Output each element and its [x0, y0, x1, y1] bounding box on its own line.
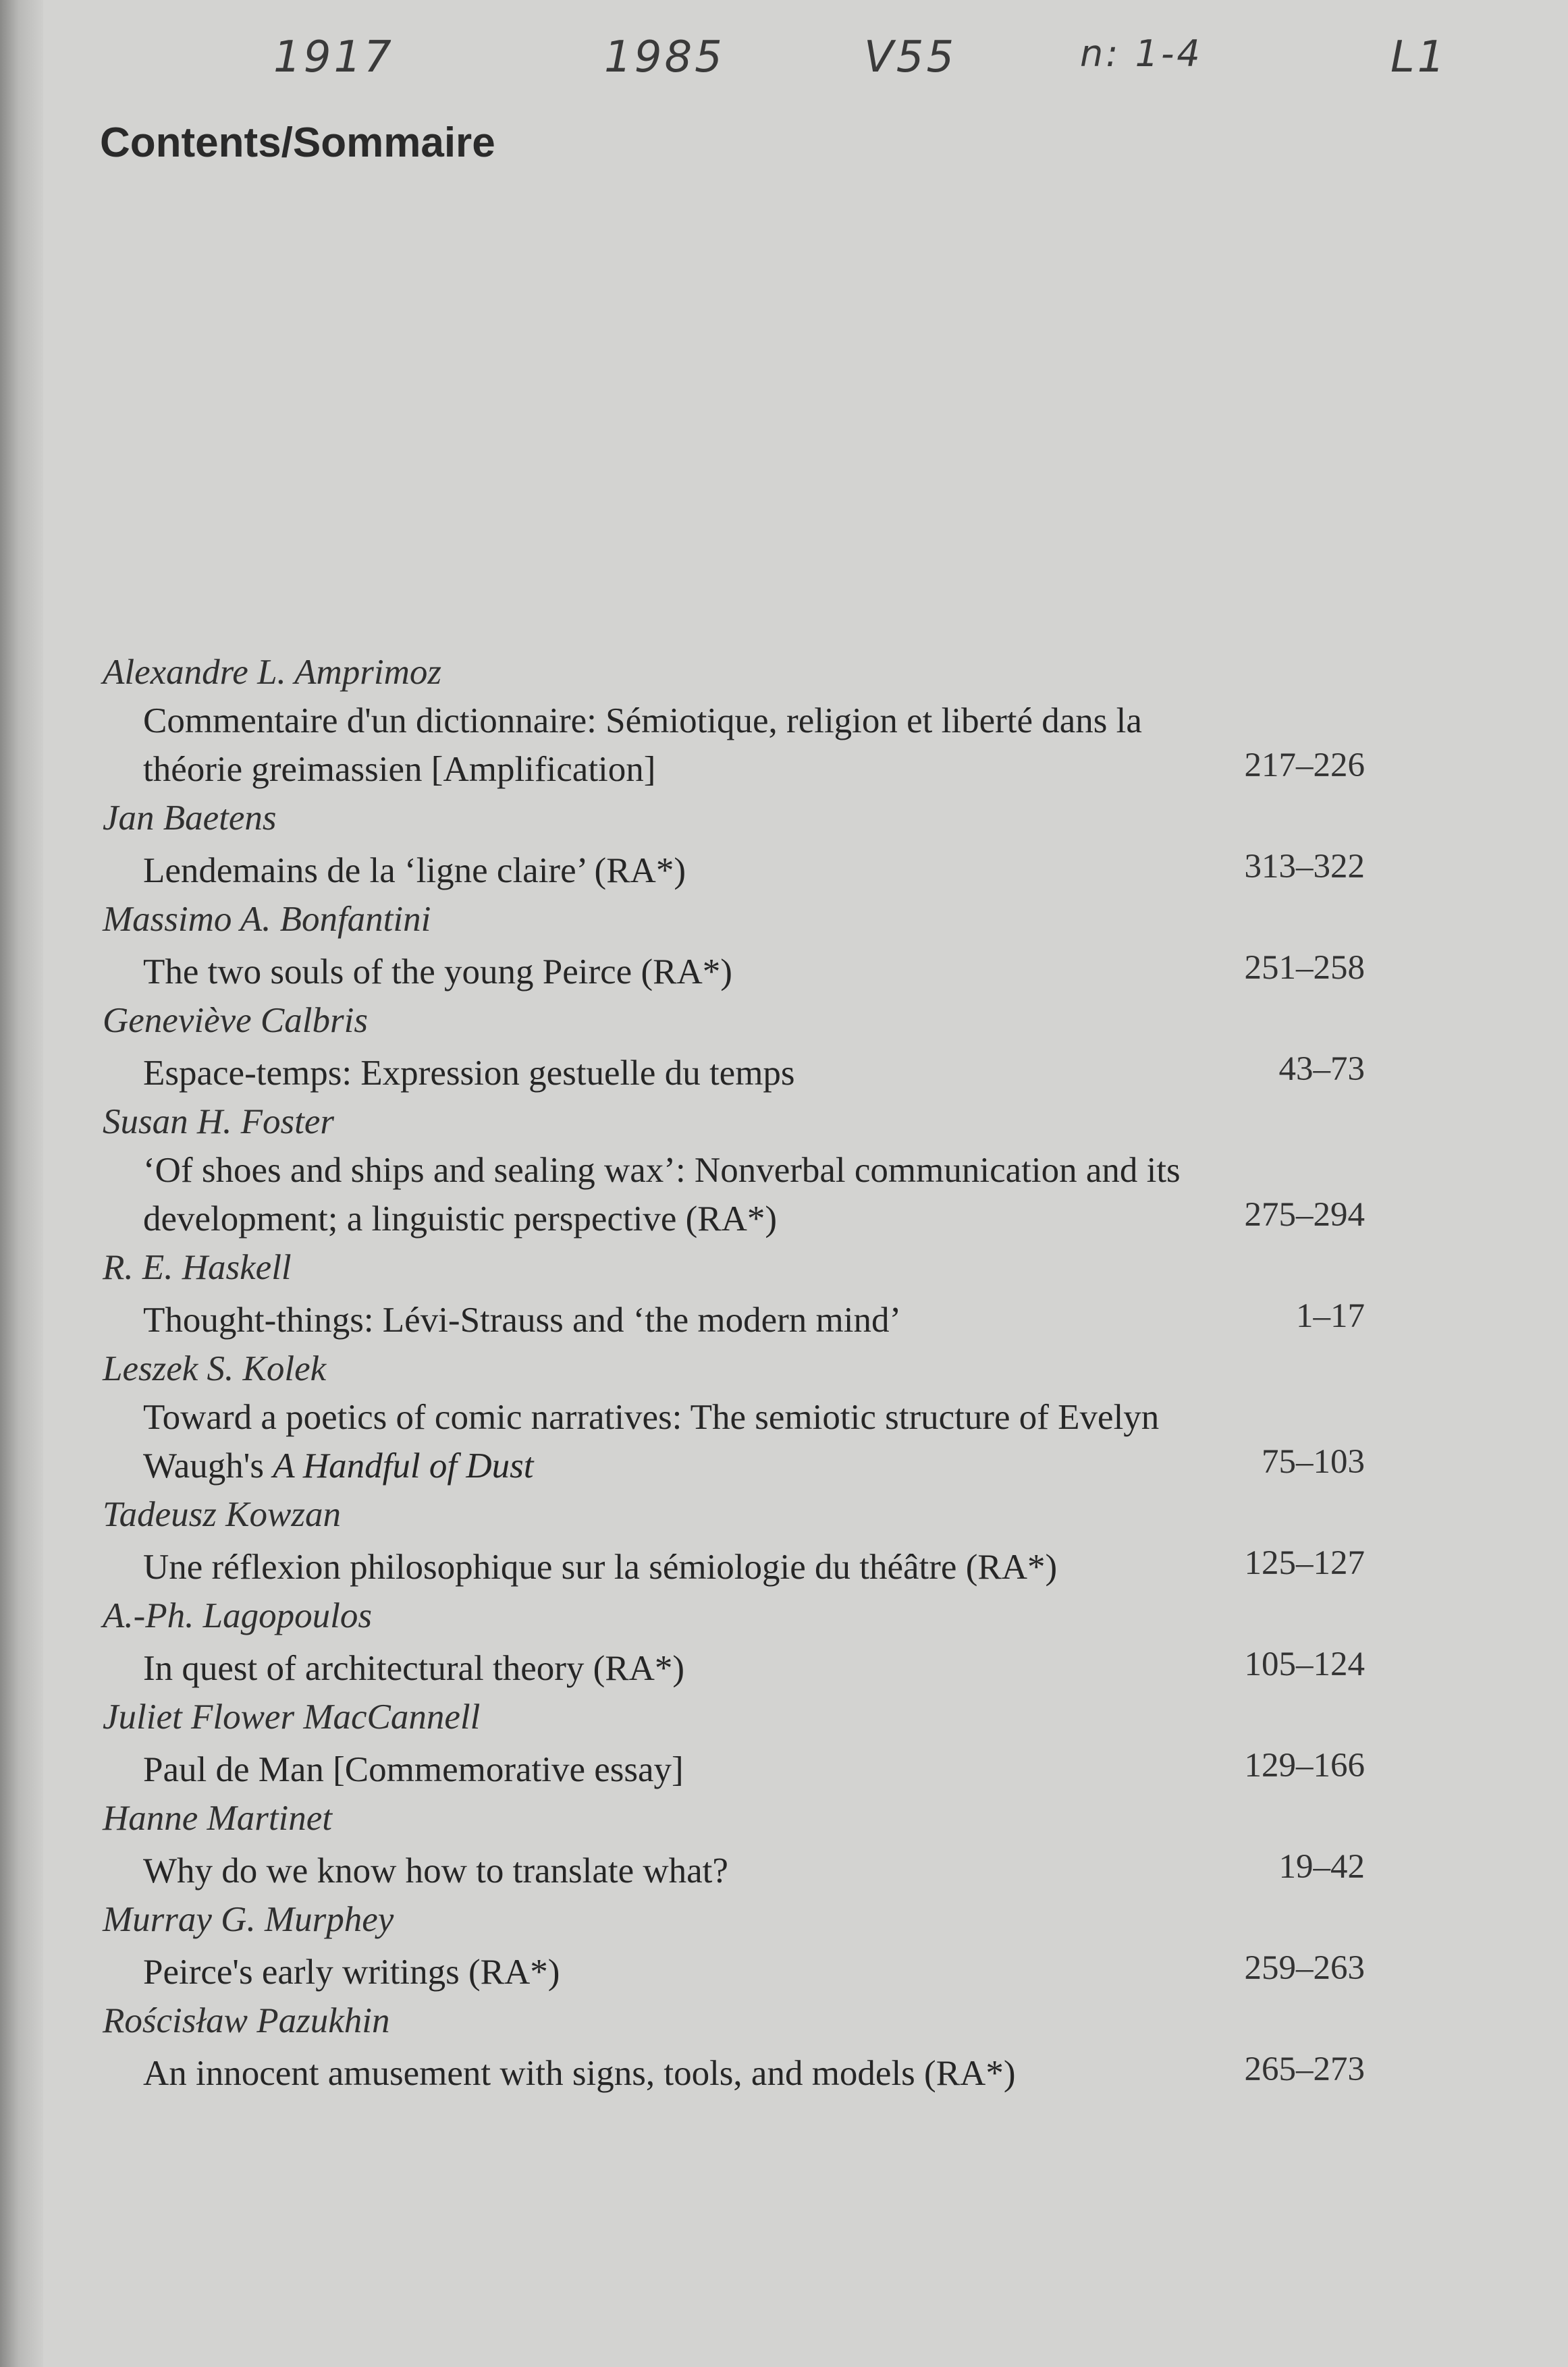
toc-entry [103, 1895, 1365, 1996]
toc-row [103, 1539, 1365, 1591]
toc-title-text: Thought-things: Lévi-Strauss and ‘the modern mind’ [143, 1301, 902, 1340]
toc-row [103, 1292, 1365, 1344]
toc-title [103, 1393, 1194, 1490]
toc-row [103, 2045, 1365, 2098]
toc-title [103, 846, 1194, 895]
toc-title-text: Paul de Man [Commemorative essay] [143, 1750, 684, 1789]
toc-entry [103, 1490, 1365, 1591]
toc-row [103, 1741, 1365, 1794]
handwritten-note: 1917 [273, 32, 394, 82]
toc-pages: 265–273 [1244, 2050, 1365, 2088]
toc-row [103, 1045, 1365, 1097]
toc-title [103, 1146, 1194, 1243]
toc-title-text: Commentaire d'un dictionnaire: Sémiotique, religion et liberté dans la théorie greimassien [Amplification] [143, 701, 1142, 789]
toc-entry [103, 648, 1365, 794]
toc-author: Massimo A. Bonfantini [103, 900, 431, 939]
toc-row [103, 697, 1365, 794]
toc-entry [103, 1996, 1365, 2098]
toc-title [103, 1543, 1194, 1591]
toc-pages: 129–166 [1244, 1747, 1365, 1785]
toc-entry [103, 1794, 1365, 1895]
toc-row [103, 842, 1365, 895]
toc-title [103, 948, 1194, 996]
toc-title-text: The two souls of the young Peirce (RA*) [143, 952, 732, 991]
toc-pages: 125–127 [1244, 1544, 1365, 1582]
toc-row [103, 1843, 1365, 1895]
toc-author: Susan H. Foster [103, 1102, 335, 1141]
toc-title [103, 1644, 1194, 1693]
toc-title-text: Lendemains de la ‘ligne claire’ (RA*) [143, 851, 686, 890]
toc-title-text: Espace-temps: Expression gestuelle du temps [143, 1054, 795, 1093]
toc-entry [103, 1344, 1365, 1490]
toc-title [103, 2049, 1194, 2098]
toc-author: Murray G. Murphey [103, 1900, 394, 1939]
toc-title-text: Toward a poetics of comic narratives: The semiotic structure of Evelyn Waugh's [143, 1398, 1160, 1486]
toc-title [103, 1049, 1194, 1097]
toc-entry [103, 794, 1365, 895]
toc-pages: 217–226 [1244, 746, 1365, 784]
handwritten-annotations [0, 27, 1568, 101]
toc-author: Leszek S. Kolek [103, 1349, 327, 1388]
toc-row [103, 944, 1365, 996]
toc-title [103, 1745, 1194, 1794]
toc-title-text: Why do we know how to translate what? [143, 1851, 728, 1890]
toc-title-text: An innocent amusement with signs, tools, and models (RA*) [143, 2054, 1016, 2093]
toc-pages: 259–263 [1244, 1949, 1365, 1987]
toc-pages: 251–258 [1244, 949, 1365, 987]
toc-row [103, 1146, 1365, 1243]
toc-title-text: Une réflexion philosophique sur la sémiologie du théâtre (RA*) [143, 1548, 1058, 1587]
toc-pages: 43–73 [1278, 1050, 1365, 1088]
handwritten-note: L1 [1390, 32, 1448, 82]
toc-pages: 75–103 [1262, 1443, 1365, 1481]
toc-author: Hanne Martinet [103, 1799, 333, 1838]
toc-title [103, 697, 1194, 794]
page-gutter-shadow [0, 0, 43, 2367]
toc-pages: 275–294 [1244, 1196, 1365, 1234]
toc-entry [103, 996, 1365, 1097]
toc-entry [103, 1591, 1365, 1693]
page-title: Contents/Sommaire [100, 119, 495, 166]
toc-pages: 1–17 [1296, 1297, 1365, 1335]
toc-author: A.-Ph. Lagopoulos [103, 1596, 372, 1635]
toc-row [103, 1393, 1365, 1490]
handwritten-note: 1985 [604, 32, 725, 82]
toc-author: Jan Baetens [103, 798, 277, 838]
toc-entry [103, 1097, 1365, 1243]
toc-entry [103, 1243, 1365, 1344]
toc-author: Alexandre L. Amprimoz [103, 653, 441, 692]
toc-entry [103, 895, 1365, 996]
toc-title [103, 1948, 1194, 1996]
handwritten-note: V55 [864, 32, 957, 82]
toc-author: Tadeusz Kowzan [103, 1495, 341, 1534]
toc-title-text: In quest of architectural theory (RA*) [143, 1649, 685, 1688]
handwritten-note: n: 1-4 [1080, 32, 1203, 75]
table-of-contents [103, 648, 1365, 2098]
toc-author: Geneviève Calbris [103, 1001, 368, 1040]
toc-title-italic: A Handful of Dust [273, 1446, 534, 1486]
toc-title-text: Peirce's early writings (RA*) [143, 1953, 560, 1992]
toc-pages: 19–42 [1278, 1848, 1365, 1886]
toc-row [103, 1640, 1365, 1693]
toc-pages: 313–322 [1244, 848, 1365, 886]
toc-row [103, 1944, 1365, 1996]
toc-title-text: ‘Of shoes and ships and sealing wax’: Nonverbal communication and its development; a linguistic perspective (RA*) [143, 1151, 1181, 1239]
toc-pages: 105–124 [1244, 1645, 1365, 1683]
toc-author: Rościsław Pazukhin [103, 2001, 390, 2040]
toc-entry [103, 1693, 1365, 1794]
toc-author: R. E. Haskell [103, 1248, 292, 1287]
toc-title [103, 1296, 1194, 1344]
toc-author: Juliet Flower MacCannell [103, 1697, 481, 1737]
toc-title [103, 1847, 1194, 1895]
